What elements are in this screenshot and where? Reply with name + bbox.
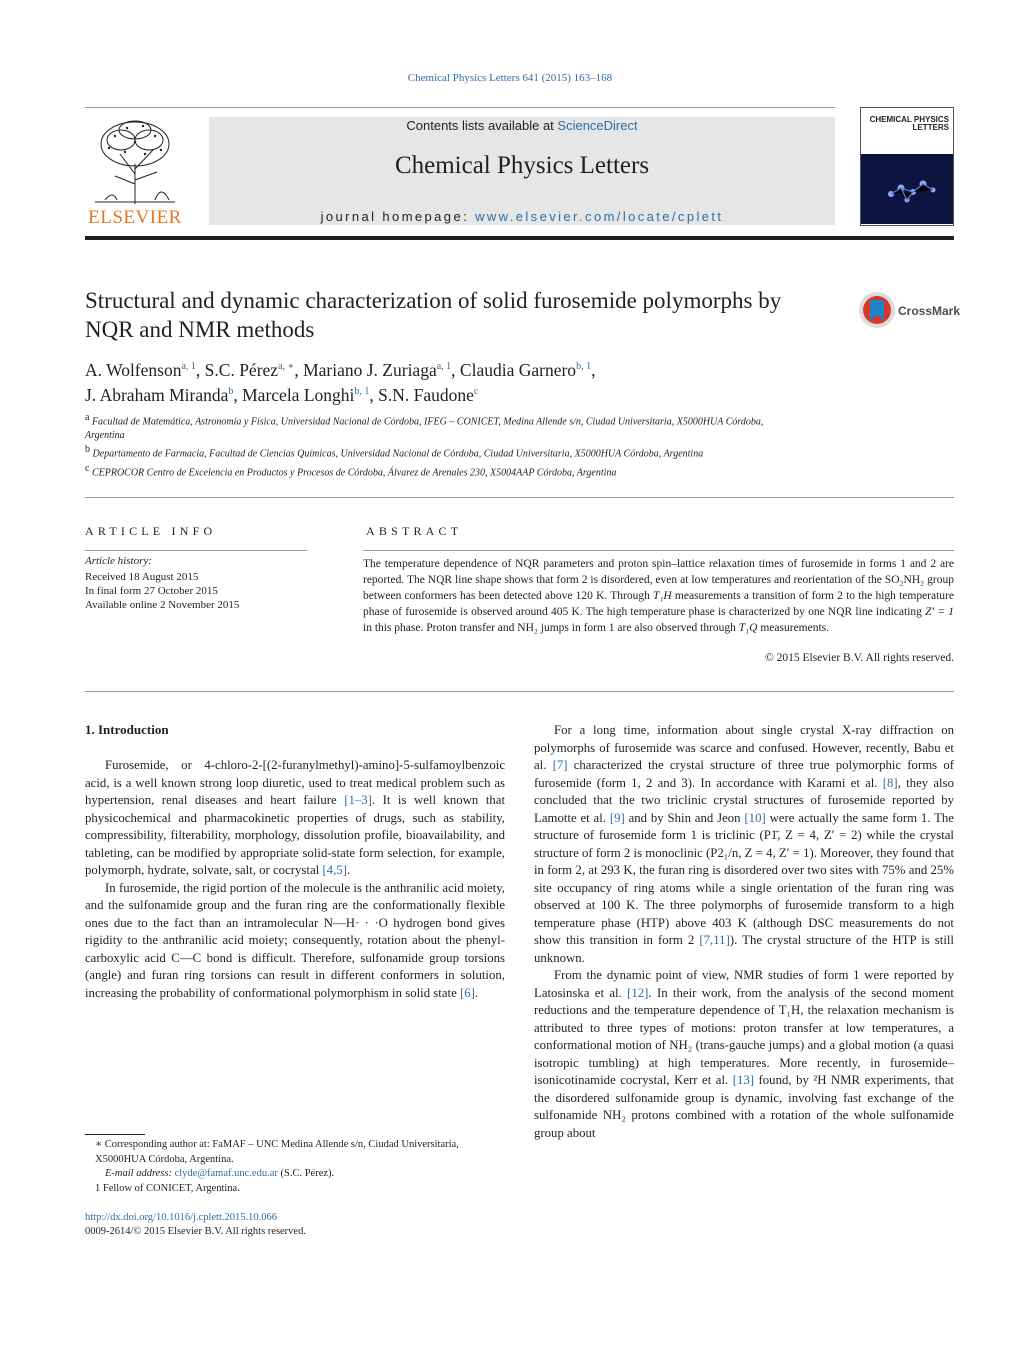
text-fragment: . It is well known that physicochemical and pharmacokinetic properties of drugs, such as stability, compressibility, filterability, morphology, dissolution profile, bioavailability, and tableting, can be modified by appropriate solid-state form selection, for example, polymorph, hydrate, solvate, salt, or cocrystal [85, 793, 506, 877]
author-affiliation-marker[interactable]: a, 1 [181, 361, 196, 372]
author-separator: , [369, 384, 379, 405]
text-fragment: found, by ²H NMR experiments, that the disordered sulfonamide group is dynamic, involving fast exchange of the sulfonamide NH₂ protons combined with a rotation of the whole sulfonamide group about [534, 1073, 954, 1140]
citation-link[interactable]: [7] [552, 758, 568, 772]
journal-title: Chemical Physics Letters [394, 152, 650, 179]
abstract-text [363, 556, 954, 636]
text-fragment: In furosemide, the rigid portion of the molecule is the anthranilic acid moiety, and the sulfonamide group and the furan ring are the conformationally flexible ones due to the fact than an intramolecular N—H· · ·O hydrogen bond gives rigidity to the anthranilic acid moiety; consequently, rotation about the phenyl-carboxylic acid C—C bond is difficult. Therefore, sulfonamide group torsions (angle) and furan ring torsions can result in different conformers in solution, increasing the probability of conformational polymorphism in solid state [85, 880, 505, 1000]
author-affiliation-marker[interactable]: b, 1 [576, 361, 592, 372]
paragraph [85, 757, 505, 880]
citation-link[interactable]: [4,5] [322, 863, 347, 877]
affiliation-b [85, 443, 785, 461]
author-name[interactable]: Claudia Garnero [459, 359, 577, 380]
article-title: Structural and dynamic characterization of solid furosemide polymorphs by NQR and NMR methods [85, 288, 782, 342]
author-list [85, 356, 945, 406]
citation-link[interactable]: [12] [627, 985, 649, 1000]
text-fragment: characterized the crystal structure of three true polymorphic forms of furosemide (form 1, 2 and 3). In accordance with Karami et al. [534, 758, 954, 790]
citation-link[interactable]: [9] [609, 810, 625, 825]
crossmark-label[interactable]: CrossMark [898, 304, 961, 318]
author-separator: , [591, 359, 596, 380]
section-heading: 1. Introduction [85, 722, 169, 737]
abstract-fragment: group between conformers has been detected above 120 K. Through [363, 574, 954, 602]
abstract-fragment: measurements a transition of form 2 to the high temperature phase of furosemide is observed around 405 K. The high temperature phase is characterized by one NQR line indicating [363, 590, 954, 618]
affiliation-text: Facultad de Matemática, Astronomía y Física, Universidad Nacional de Córdoba, IFEG – CONICET, Medina Allende s/n, Ciudad Universitaria, X5000HUA Córdoba, Argentina [85, 416, 764, 442]
cover-image [861, 154, 953, 224]
abstract-fragment: The temperature dependence of NQR parameters and proton spin–lattice relaxation times of furosemide in forms 1 and 2 are reported. The NQR line shape shows that form 2 is disordered, even at low temperatures and reorientation of the [363, 558, 954, 586]
author-name[interactable]: A. Wolfenson [85, 359, 182, 380]
abstract-symbol: T₁H [653, 590, 672, 602]
citation-link[interactable]: [7,11] [699, 933, 730, 947]
corresponding-author-note: ∗ Corresponding author at: FaMAF – UNC Medina Allende s/n, Ciudad Universitaria, X5000HUA Córdoba, Argentina. [95, 1139, 459, 1165]
header-rule [85, 107, 835, 108]
abstract-fragment: measurements. [757, 622, 830, 634]
text-fragment: ). The crystal structure of the HTP is still unknown. [534, 933, 954, 965]
author-name[interactable]: J. Abraham Miranda [85, 384, 229, 405]
fellow-note: 1 Fellow of CONICET, Argentina. [95, 1182, 240, 1194]
masthead-rule [85, 236, 954, 240]
email-note [85, 1167, 505, 1182]
doi-link[interactable]: http://dx.doi.org/10.1016/j.cplett.2015.10.066 [85, 1212, 278, 1223]
homepage-label: journal homepage: [320, 209, 476, 224]
citation-link[interactable]: [8] [882, 775, 898, 790]
received-date: Received 18 August 2015 [85, 571, 199, 583]
text-fragment: For a long time, information about single crystal X-ray diffraction on polymorphs of furosemide was scarce and confused. However, recently, Babu et al. [534, 723, 954, 772]
article-history [85, 570, 239, 612]
author-affiliation-marker[interactable]: a, ∗ [278, 361, 295, 372]
body-divider [85, 691, 954, 692]
email-label: E-mail address: [105, 1168, 175, 1179]
text-fragment: From the dynamic point of view, NMR studies of form 1 were reported by Latosinska et al. [534, 968, 954, 1000]
left-column [85, 757, 505, 1002]
affiliations [85, 411, 785, 480]
footnote-rule [85, 1134, 145, 1135]
abstract-heading: ABSTRACT [366, 524, 463, 538]
author-affiliation-marker[interactable]: b, 1 [354, 385, 370, 397]
crossmark-icon[interactable] [858, 291, 896, 329]
citation-link[interactable]: [6] [459, 985, 475, 1000]
text-fragment: and by Shin and Jeon [624, 810, 745, 825]
right-column [534, 722, 954, 1142]
text-fragment: . [346, 863, 351, 877]
journal-citation[interactable] [0, 72, 1020, 84]
abstract-copyright: © 2015 Elsevier B.V. All rights reserved. [765, 652, 954, 664]
citation-link[interactable]: Chemical Physics Letters 641 (2015) 163–168 [407, 72, 613, 84]
author-name[interactable]: S.N. Faudone [378, 384, 474, 405]
paragraph [85, 880, 505, 1003]
elsevier-wordmark: ELSEVIER [88, 207, 182, 228]
text-fragment: . In their work, from the analysis of the second moment reductions and the temperature dependence of T₁H, the relaxation mechanism is attributed to three types of motions: proton transfer at low temperatures, a conformational motion of NH₂ (trans-gauche jumps) and a global motion (a quasi isotropic tumbling) at high temperatures. More recently, in furosemide–isonicotinamide cocrystal, Kerr et al. [534, 985, 954, 1087]
author-name[interactable]: Marcela Longhi [242, 384, 355, 405]
author-separator: , [451, 359, 460, 380]
author-name[interactable]: Mariano J. Zuriaga [303, 359, 437, 380]
citation-link[interactable]: [1–3] [344, 793, 372, 807]
history-label: Article history: [85, 555, 152, 567]
section-divider [85, 497, 954, 498]
footnotes [85, 1138, 505, 1196]
abstract-symbol: T₁Q [738, 622, 758, 634]
paragraph [534, 722, 954, 967]
issn-copyright: 0009-2614/© 2015 Elsevier B.V. All rights reserved. [85, 1226, 306, 1237]
abstract-rule [363, 550, 954, 551]
author-affiliation-marker[interactable]: b [228, 385, 234, 397]
online-date: Available online 2 November 2015 [85, 599, 240, 611]
abstract-symbol: Z′ = 1 [925, 606, 954, 618]
final-form-date: In final form 27 October 2015 [85, 585, 218, 597]
contents-line [209, 118, 835, 133]
affiliation-key: c [85, 462, 90, 474]
author-separator: , [233, 384, 243, 405]
affiliation-key: b [85, 444, 90, 456]
author-separator: , [294, 359, 304, 380]
article-info-heading: ARTICLE INFO [85, 524, 217, 538]
author-separator: , [195, 359, 205, 380]
sciencedirect-link[interactable]: ScienceDirect [557, 118, 638, 133]
contents-prefix: Contents lists available at [406, 118, 558, 133]
affiliation-a [85, 411, 785, 443]
article-info-rule [85, 550, 307, 551]
journal-homepage [209, 209, 835, 224]
abstract-fragment: in this phase. Proton transfer and NH₂ jumps in form 1 are also observed through [363, 622, 739, 634]
author-affiliation-marker[interactable]: c [473, 385, 479, 397]
affiliation-key: a [85, 412, 90, 423]
cover-title: CHEMICAL PHYSICS LETTERS [869, 115, 949, 132]
affiliation-text: Departamento de Farmacia, Facultad de Ciencias Químicas, Universidad Nacional de Córdoba, Ciudad Universitaria, X5000HUA Córdoba, Argentina [92, 448, 704, 460]
homepage-link[interactable]: www.elsevier.com/locate/cplett [475, 209, 724, 224]
text-fragment: were actually the same form 1. The structure of furosemide form 1 is triclinic (P1̄, Z = 4, Z′ = 2) while the crystal structure of form 2 is monoclinic (P2₁/n, Z = 4, Z′ = 1). Moreover, they found that in form 2, at 293 K, the furan ring is disordered over two sites with 75% and 25% site occupancy of ring atoms while a single orientation of the furan ring was observed at 100 K. The three polymorphs of furosemide transform to a high temperature phase (HTP) above 403 K (although DSC measurements do not show this transition in form 2 [534, 810, 954, 947]
text-fragment: Furosemide, or 4-chloro-2-[(2-furanylmethyl)-amino]-5-sulfamoylbenzoic acid, is a well known strong loop diuretic, used to treat medical problem such as hypertension, renal diseases and heart failure [85, 758, 505, 807]
text-fragment: . [474, 985, 479, 1000]
author-name[interactable]: S.C. Pérez [204, 359, 279, 380]
citation-link[interactable]: [10] [744, 810, 766, 825]
abstract-formula: SO₂NH₂ [884, 574, 925, 586]
journal-cover[interactable] [860, 107, 954, 226]
affiliation-text: CEPROCOR Centro de Excelencia en Productos y Procesos de Córdoba, Álvarez de Arenales 230, X5004AAP Córdoba, Argentina [91, 466, 617, 478]
doi[interactable] [85, 1212, 277, 1223]
email-suffix: (S.C. Pérez). [277, 1168, 335, 1179]
citation-link[interactable]: [13] [732, 1073, 755, 1087]
email-link[interactable]: clyde@famaf.unc.edu.ar [174, 1168, 278, 1179]
paragraph [534, 967, 954, 1142]
text-fragment: , they also concluded that the two triclinic crystal structures of furosemide reported by Lamotte et al. [534, 775, 954, 825]
affiliation-c [85, 462, 785, 480]
author-affiliation-marker[interactable]: a, 1 [436, 361, 452, 372]
